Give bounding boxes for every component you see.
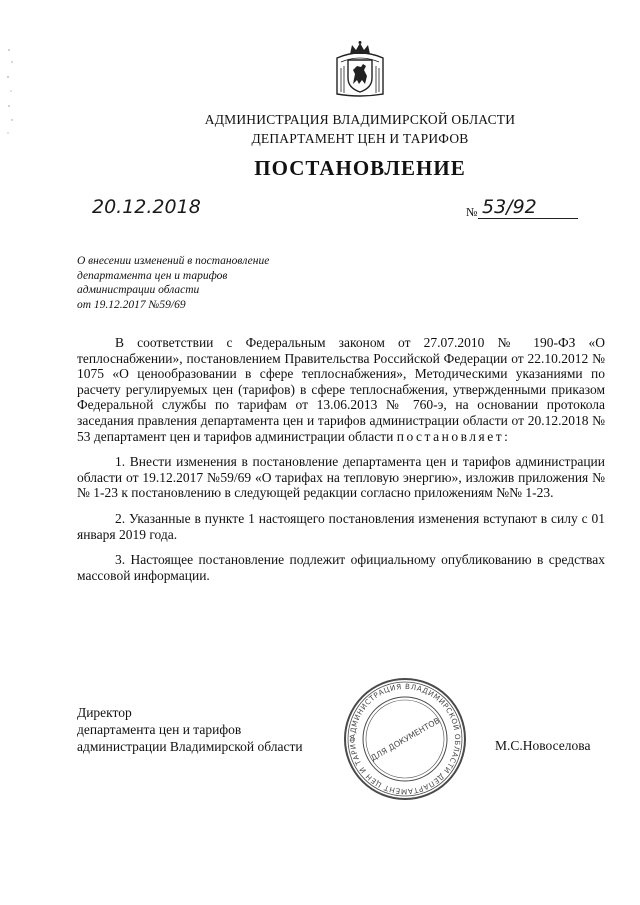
resolves-word: постановляет: — [396, 428, 511, 444]
document-body — [77, 335, 605, 583]
preamble-paragraph — [77, 335, 605, 444]
item-3-paragraph: 3. Настоящее постановление подлежит официальному опубликованию в средствах массовой информации. — [77, 552, 605, 583]
official-seal — [342, 676, 468, 802]
margin-marks — [6, 40, 16, 140]
subject-line: департамента цен и тарифов — [77, 269, 228, 282]
handwritten-date: 20.12.2018 — [92, 196, 201, 218]
organization-name: АДМИНИСТРАЦИЯ ВЛАДИМИРСКОЙ ОБЛАСТИ — [204, 112, 516, 127]
coat-of-arms-icon — [333, 40, 387, 100]
document-subject — [77, 254, 269, 312]
subject-line: администрации области — [77, 284, 200, 296]
signatory-title-line: департамента цен и тарифов — [77, 722, 242, 737]
number-underline — [478, 218, 578, 219]
signatory-title — [77, 704, 303, 755]
department-name: ДЕПАРТАМЕНТ ЦЕН И ТАРИФОВ — [251, 131, 469, 146]
signatory-title-line: Директор — [77, 705, 132, 720]
document-type-title: ПОСТАНОВЛЕНИЕ — [254, 156, 466, 180]
seal-inner-text: ДЛЯ ДОКУМЕНТОВ — [369, 716, 442, 763]
signatory-name: М.С.Новоселова — [495, 738, 591, 753]
signatory-title-line: администрации Владимирской области — [77, 739, 303, 754]
preamble-text: В соответствии с Федеральным законом от 27.07.2010 № 190-ФЗ «О теплоснабжении», постановлением Правительства Российской Федерации от 22.10.2012 № 1075 «О ценообразовании в сфере теплоснабжения», Методическими указаниями по расчету регулируемых цен (тарифов) в сфере теплоснабжения, утвержденными приказом Федеральной службы по тарифам от 13.06.2013 № 760-э, на основании протокола заседания правления департамента цен и тарифов администрации области от 20.12.2018 № 53 департамент цен и тарифов администрации области — [77, 335, 605, 444]
number-label: № — [466, 205, 478, 219]
seal-outer-text: АДМИНИСТРАЦИЯ ВЛАДИМИРСКОЙ ОБЛАСТИ ДЕПАРТАМЕНТ ЦЕН И ТАРИФ — [347, 681, 463, 797]
item-2-paragraph: 2. Указанные в пункте 1 настоящего постановления изменения вступают в силу с 01 января 2019 года. — [77, 510, 605, 542]
subject-line: от 19.12.2017 №59/69 — [77, 298, 186, 311]
item-1-paragraph: 1. Внести изменения в постановление департамента цен и тарифов администрации области от 19.12.2017 №59/69 «О тарифах на тепловую энергию», изложив приложения №№ 1-23 к постановлению в следующей редакции согласно приложениям №№ 1-23. — [77, 454, 605, 501]
subject-line: О внесении изменений в постановление — [77, 255, 270, 267]
handwritten-number: 53/92 — [482, 196, 537, 218]
